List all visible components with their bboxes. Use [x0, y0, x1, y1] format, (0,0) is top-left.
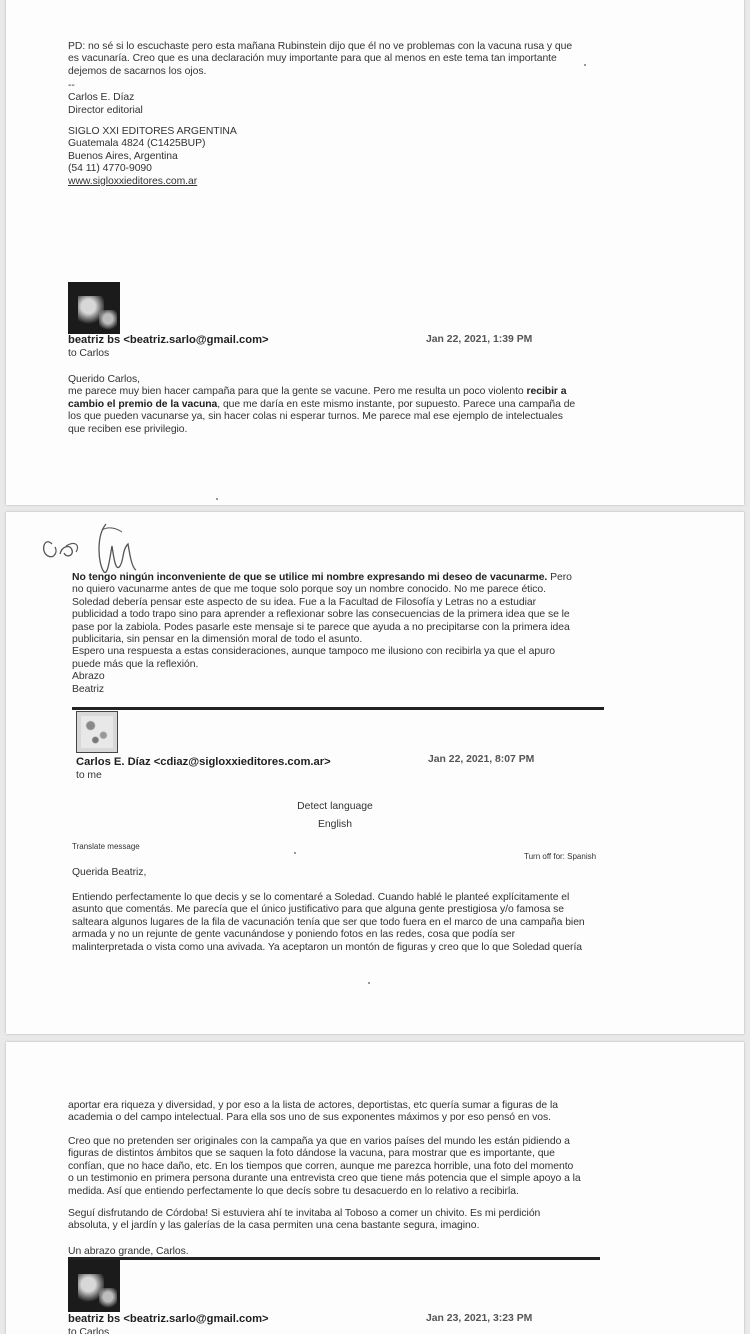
- reply-body-continued: [68, 1100, 728, 1125]
- body-line: Entiendo perfectamente lo que decis y se lo comentaré a Soledad. Cuando hablé le planteé explícitamente el: [72, 892, 570, 903]
- company-name: SIGLO XXI EDITORES ARGENTINA: [68, 126, 237, 137]
- body-line: medida. Así que entiendo perfectamente lo que decís sobre tu desacuerdo en lo relativo a recibirla.: [68, 1185, 519, 1197]
- reply-paragraph: [68, 1136, 728, 1198]
- body-line: [68, 399, 718, 411]
- email-body-continued: [72, 572, 732, 696]
- email-date: Jan 22, 2021, 1:39 PM: [426, 334, 533, 345]
- divider: [68, 1257, 600, 1260]
- body-line: puede más que la reflexión.: [72, 658, 199, 670]
- body-line: pase por la zabiola. Podes pasarle este mensaje si te parece que ayuda a no precipitarse con la primera idea: [72, 621, 570, 633]
- document-page-3: [6, 1042, 744, 1334]
- body-line: o un testimonio en primera persona durante una entrevista creo que tiene más potencia que el simple apoyo a la: [68, 1173, 581, 1185]
- body-line: Beatriz: [72, 683, 104, 695]
- sender-name[interactable]: beatriz bs <beatriz.sarlo@gmail.com>: [68, 1313, 269, 1325]
- body-line: Soledad debería pensar este aspecto de su idea. Fue a la Facultad de Filosofía y Letras no a estudiar: [72, 596, 536, 608]
- document-page-1: [6, 0, 744, 505]
- reply-body: [72, 892, 732, 954]
- greeting: Querido Carlos,: [68, 374, 141, 385]
- body-line: publicidad a todo trapo sino para aprender a reflexionar sobre las consecuencias de la primera idea que se le: [72, 609, 570, 621]
- body-line: academia o del campo intelectual. Para ella sos uno de sus exponentes máximos y por eso pensó en vos.: [68, 1112, 552, 1124]
- photo-avatar-icon: [68, 1260, 120, 1312]
- body-line: asunto que comentás. Me parecía que el único justificativo para que alguna gente prestigiosa y/o famosa se: [72, 904, 565, 916]
- ps-line: es vacunaría. Creo que es una declaración muy importante para que al menos en este tema tan importante: [68, 53, 557, 65]
- body-text: , que me daría en este mismo instante, por supuesto. Parece una campaña de: [217, 398, 576, 410]
- body-line: los que pueden vacunarse ya, sin hacer colas ni esperar turnos. Me parece mal ese ejemplo de intelectuales: [68, 411, 563, 423]
- body-line: malinterpretada o vista como una avivada. Ya aceptaron un montón de figuras y creo que lo que Soledad quería: [72, 941, 583, 953]
- email-date: Jan 22, 2021, 8:07 PM: [428, 754, 535, 765]
- photo-avatar-icon: [68, 282, 120, 334]
- signature-dash: --: [68, 80, 75, 91]
- company-city: Buenos Aires, Argentina: [68, 150, 178, 162]
- ps-line: PD: no sé si lo escuchaste pero esta mañana Rubinstein dijo que él no ve problemas con la vacuna rusa y que: [68, 41, 573, 52]
- sender-name[interactable]: Carlos E. Díaz <cdiaz@sigloxxieditores.com.ar>: [76, 756, 331, 768]
- email-date: Jan 23, 2021, 3:23 PM: [426, 1313, 533, 1324]
- translate-message-link[interactable]: Translate message: [72, 842, 140, 851]
- postscript: [68, 41, 708, 78]
- body-line: figuras de distintos ámbitos que se saquen la foto dándose la vacuna, para mostrar que es importante, que: [68, 1148, 555, 1160]
- body-line: [72, 572, 732, 584]
- greeting: Querida Beatriz,: [72, 867, 147, 878]
- sender-name[interactable]: beatriz bs <beatriz.sarlo@gmail.com>: [68, 334, 269, 346]
- body-line: Abrazo: [72, 671, 105, 683]
- body-text: Pero: [547, 572, 572, 583]
- signature-title: Director editorial: [68, 104, 143, 116]
- body-line: confían, que no hace daño, etc. En los tiempos que corren, aunque me parezca horrible, una foto del momento: [68, 1160, 574, 1172]
- photo-avatar-icon: [76, 711, 118, 753]
- body-line: Creo que no pretenden ser originales con la campaña ya que en varios países del mundo les están pidiendo a: [68, 1136, 570, 1147]
- body-text-bold: cambio el premio de la vacuna: [68, 398, 218, 410]
- body-text-bold: recibir a: [526, 386, 567, 398]
- signature-block: [68, 80, 143, 117]
- body-line: [68, 386, 718, 398]
- company-phone: (54 11) 4770-9090: [68, 163, 152, 175]
- body-line: absoluta, y el jardín y las galerías de la casa permiten una cena bastante segura, imagino.: [68, 1220, 480, 1232]
- body-line: que reciben ese privilegio.: [68, 423, 188, 435]
- document-page-2: [6, 512, 744, 1034]
- body-text-bold: No tengo ningún inconveniente de que se utilice mi nombre expresando mi deseo de vacunarme.: [72, 572, 548, 583]
- body-line: Espero una respuesta a estas consideraciones, aunque tampoco me ilusiono con recibirla ya que el apuro: [72, 646, 555, 658]
- company-block: [68, 126, 237, 188]
- recipient-line: to Carlos: [68, 348, 110, 359]
- signature-name: Carlos E. Díaz: [68, 92, 135, 104]
- body-line: armada y no un rejunte de gente vacunándose y poniendo fotos en las redes, cosa que podía ser: [72, 929, 516, 941]
- closing: Un abrazo grande, Carlos.: [68, 1246, 189, 1257]
- ps-line: dejemos de sacarnos los ojos.: [68, 65, 207, 77]
- detect-language-label[interactable]: Detect language: [297, 801, 373, 812]
- email-body: [68, 374, 718, 436]
- company-website-link[interactable]: www.sigloxxieditores.com.ar: [68, 175, 198, 187]
- divider: [72, 707, 604, 710]
- body-line: publicitaria, sin pensar en la dimensión moral de todo el asunto.: [72, 634, 363, 646]
- body-line: Seguí disfrutando de Córdoba! Si estuviera ahí te invitaba al Toboso a comer un chivito. Es mi perdición: [68, 1208, 541, 1219]
- body-line: aportar era riqueza y diversidad, y por eso a la lista de actores, deportistas, etc quería sumar a figuras de la: [68, 1100, 558, 1111]
- body-text: me parece muy bien hacer campaña para que la gente se vacune. Pero me resulta un poco violento: [68, 386, 524, 398]
- company-address: Guatemala 4824 (C1425BUP): [68, 138, 206, 150]
- recipient-line: to me: [76, 770, 102, 781]
- turn-off-translation-link[interactable]: Turn off for: Spanish: [524, 852, 597, 861]
- body-line: salteara algunos lugares de la fila de vacunación tenía que ser que todo fuera en el marco de una campaña bien: [72, 916, 585, 928]
- reply-paragraph: [68, 1208, 728, 1233]
- language-value[interactable]: English: [317, 819, 353, 830]
- recipient-line: to Carlos: [68, 1327, 110, 1334]
- body-line: no quiero vacunarme antes de que me toque solo porque soy un nombre conocido. No me parece ético.: [72, 584, 546, 596]
